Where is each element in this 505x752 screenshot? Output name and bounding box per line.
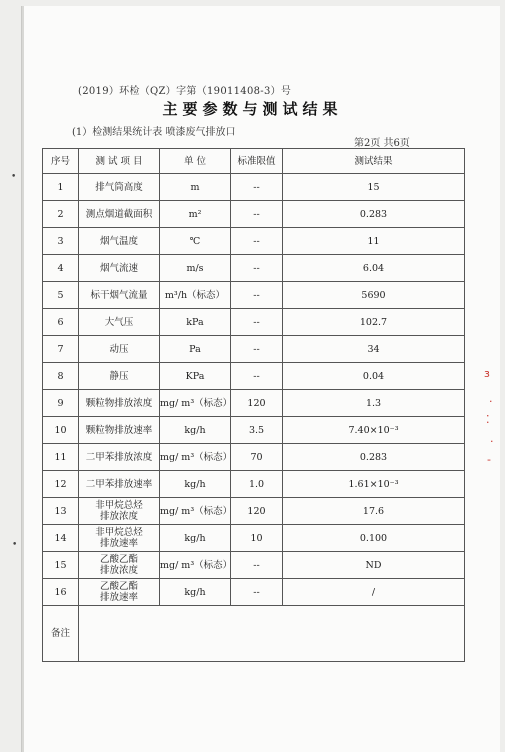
table-row bbox=[43, 255, 465, 282]
row-result: 1.61×10⁻³ bbox=[283, 471, 465, 498]
row-item: 非甲烷总烃 排放浓度 bbox=[79, 498, 160, 525]
row-unit: mg/ m³（标态） bbox=[160, 444, 231, 471]
table-row bbox=[43, 228, 465, 255]
table-row bbox=[43, 579, 465, 606]
row-result: 17.6 bbox=[283, 498, 465, 525]
row-unit: mg/ m³（标态） bbox=[160, 390, 231, 417]
row-item: 颗粒物排放浓度 bbox=[79, 390, 160, 417]
row-number: 12 bbox=[43, 471, 79, 498]
row-unit: ℃ bbox=[160, 228, 231, 255]
col-header-item: 测 试 项 目 bbox=[79, 149, 160, 174]
row-unit: KPa bbox=[160, 363, 231, 390]
row-number: 11 bbox=[43, 444, 79, 471]
row-result: 1.3 bbox=[283, 390, 465, 417]
row-result: ND bbox=[283, 552, 465, 579]
row-limit: -- bbox=[231, 309, 283, 336]
table-row bbox=[43, 390, 465, 417]
table-row bbox=[43, 525, 465, 552]
seal-fragment: · bbox=[489, 395, 493, 408]
row-item: 乙酸乙酯 排放速率 bbox=[79, 579, 160, 606]
row-limit: -- bbox=[231, 228, 283, 255]
table-row bbox=[43, 417, 465, 444]
page-title: 主要参数与测试结果 bbox=[162, 100, 343, 118]
table-header-row bbox=[43, 149, 465, 174]
row-unit: m/s bbox=[160, 255, 231, 282]
row-number: 7 bbox=[43, 336, 79, 363]
row-item: 烟气流速 bbox=[79, 255, 160, 282]
seal-fragment: - bbox=[487, 453, 491, 466]
row-result: 0.04 bbox=[283, 363, 465, 390]
col-header-no: 序号 bbox=[43, 149, 79, 174]
row-result: 11 bbox=[283, 228, 465, 255]
remark-value bbox=[79, 606, 465, 662]
row-number: 1 bbox=[43, 174, 79, 201]
row-result: 102.7 bbox=[283, 309, 465, 336]
table-row bbox=[43, 174, 465, 201]
row-number: 14 bbox=[43, 525, 79, 552]
row-limit: 3.5 bbox=[231, 417, 283, 444]
row-unit: m² bbox=[160, 201, 231, 228]
row-item: 测点烟道截面积 bbox=[79, 201, 160, 228]
row-number: 10 bbox=[43, 417, 79, 444]
margin-mark: • bbox=[12, 540, 18, 550]
results-table bbox=[42, 148, 465, 662]
row-number: 15 bbox=[43, 552, 79, 579]
row-number: 8 bbox=[43, 363, 79, 390]
row-unit: m bbox=[160, 174, 231, 201]
row-number: 13 bbox=[43, 498, 79, 525]
table-row bbox=[43, 363, 465, 390]
row-item: 动压 bbox=[79, 336, 160, 363]
table-row bbox=[43, 498, 465, 525]
row-limit: -- bbox=[231, 336, 283, 363]
report-number: (2019）环检（QZ）字第（19011408-3）号 bbox=[78, 86, 292, 97]
row-item: 标干烟气流量 bbox=[79, 282, 160, 309]
table-row bbox=[43, 552, 465, 579]
row-result: 6.04 bbox=[283, 255, 465, 282]
row-number: 9 bbox=[43, 390, 79, 417]
row-limit: -- bbox=[231, 579, 283, 606]
row-limit: -- bbox=[231, 201, 283, 228]
col-header-unit: 单 位 bbox=[160, 149, 231, 174]
row-item: 非甲烷总烃 排放速率 bbox=[79, 525, 160, 552]
table-row bbox=[43, 471, 465, 498]
row-limit: 1.0 bbox=[231, 471, 283, 498]
row-unit: m³/h（标态） bbox=[160, 282, 231, 309]
seal-fragment: · bbox=[490, 435, 494, 448]
row-unit: kPa bbox=[160, 309, 231, 336]
row-limit: -- bbox=[231, 552, 283, 579]
row-item: 颗粒物排放速率 bbox=[79, 417, 160, 444]
row-limit: 10 bbox=[231, 525, 283, 552]
row-limit: -- bbox=[231, 174, 283, 201]
row-limit: 70 bbox=[231, 444, 283, 471]
row-unit: kg/h bbox=[160, 579, 231, 606]
col-header-limit: 标准限值 bbox=[231, 149, 283, 174]
row-unit: Pa bbox=[160, 336, 231, 363]
row-item: 二甲苯排放速率 bbox=[79, 471, 160, 498]
row-item: 静压 bbox=[79, 363, 160, 390]
row-unit: kg/h bbox=[160, 417, 231, 444]
table-row bbox=[43, 201, 465, 228]
row-item: 排气筒高度 bbox=[79, 174, 160, 201]
row-number: 5 bbox=[43, 282, 79, 309]
row-number: 16 bbox=[43, 579, 79, 606]
table-row bbox=[43, 336, 465, 363]
row-result: 34 bbox=[283, 336, 465, 363]
row-number: 2 bbox=[43, 201, 79, 228]
page-number: 第2页 共6页 bbox=[354, 138, 410, 149]
remark-row bbox=[43, 606, 465, 662]
row-result: 7.40×10⁻³ bbox=[283, 417, 465, 444]
row-item: 二甲苯排放浓度 bbox=[79, 444, 160, 471]
table-subtitle: (1）检测结果统计表 喷漆废气排放口 bbox=[72, 127, 236, 138]
row-result: 0.100 bbox=[283, 525, 465, 552]
row-result: 15 bbox=[283, 174, 465, 201]
row-result: 0.283 bbox=[283, 444, 465, 471]
remark-label: 备注 bbox=[43, 606, 79, 662]
row-number: 4 bbox=[43, 255, 79, 282]
row-number: 6 bbox=[43, 309, 79, 336]
row-limit: -- bbox=[231, 255, 283, 282]
row-unit: kg/h bbox=[160, 471, 231, 498]
seal-fragment: ⁚ bbox=[486, 413, 490, 426]
row-item: 大气压 bbox=[79, 309, 160, 336]
table-row bbox=[43, 309, 465, 336]
seal-fragment: ɜ bbox=[484, 367, 490, 380]
row-item: 乙酸乙酯 排放浓度 bbox=[79, 552, 160, 579]
row-item: 烟气温度 bbox=[79, 228, 160, 255]
row-unit: kg/h bbox=[160, 525, 231, 552]
margin-mark: • bbox=[11, 172, 17, 182]
row-result: / bbox=[283, 579, 465, 606]
row-number: 3 bbox=[43, 228, 79, 255]
row-unit: mg/ m³（标态） bbox=[160, 498, 231, 525]
col-header-result: 测试结果 bbox=[283, 149, 465, 174]
row-limit: -- bbox=[231, 282, 283, 309]
row-limit: 120 bbox=[231, 498, 283, 525]
row-limit: -- bbox=[231, 363, 283, 390]
row-result: 5690 bbox=[283, 282, 465, 309]
row-result: 0.283 bbox=[283, 201, 465, 228]
table-row bbox=[43, 282, 465, 309]
table-row bbox=[43, 444, 465, 471]
row-limit: 120 bbox=[231, 390, 283, 417]
row-unit: mg/ m³（标态） bbox=[160, 552, 231, 579]
